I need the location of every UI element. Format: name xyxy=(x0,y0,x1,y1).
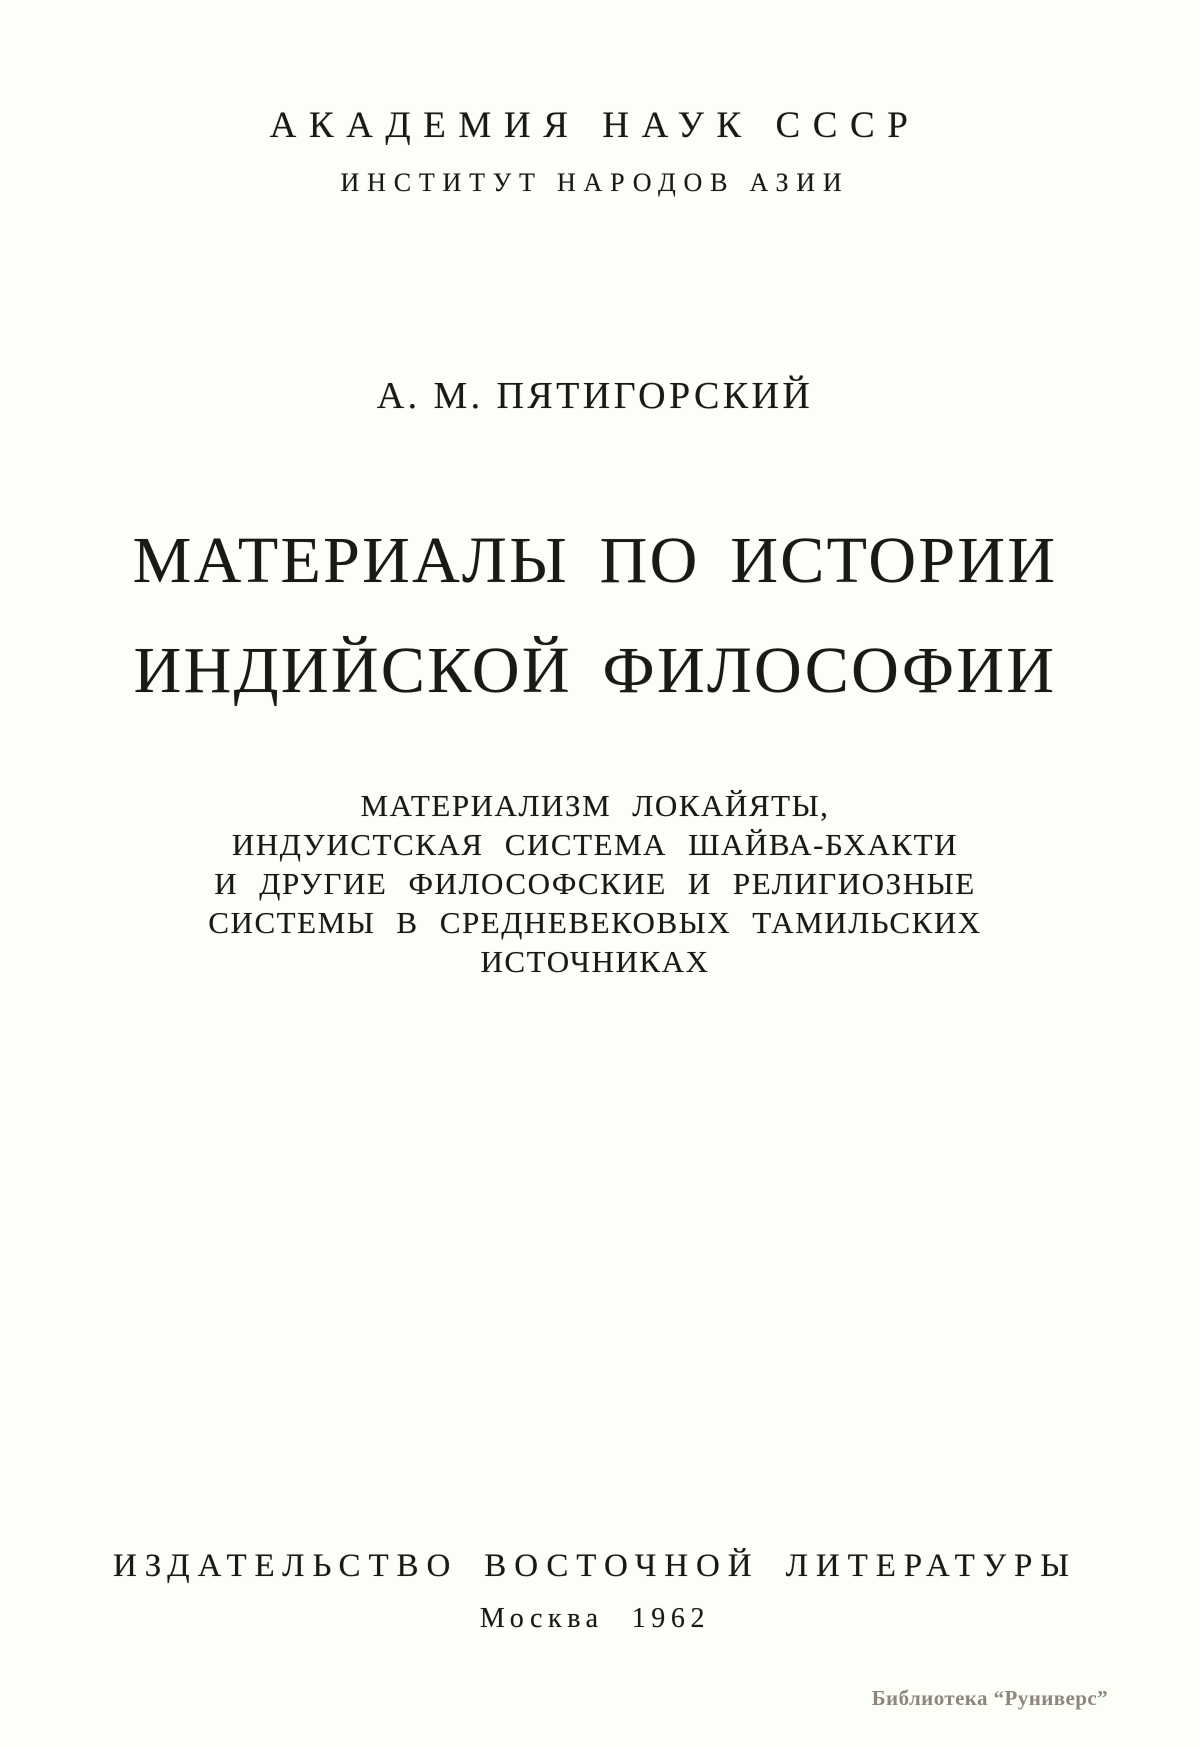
subtitle-line-3: И ДРУГИЕ ФИЛОСОФСКИЕ И РЕЛИГИОЗНЫЕ xyxy=(214,866,976,901)
book-title-line-1: МАТЕРИАЛЫ ПО ИСТОРИИ xyxy=(132,524,1058,597)
book-subtitle xyxy=(0,786,1190,981)
city-and-year: Москва 1962 xyxy=(479,1603,711,1634)
author-name: А. М. ПЯТИГОРСКИЙ xyxy=(376,375,814,417)
subtitle-line-1: МАТЕРИАЛИЗМ ЛОКАЙЯТЫ, xyxy=(360,788,830,823)
library-watermark: Библиотека “Руниверс” xyxy=(871,1686,1108,1710)
book-title xyxy=(0,506,1190,726)
book-title-line-2: ИНДИЙСКОЙ ФИЛОСОФИИ xyxy=(133,634,1057,707)
institute-name: ИНСТИТУТ НАРОДОВ АЗИИ xyxy=(340,168,850,197)
organization-name: АКАДЕМИЯ НАУК СССР xyxy=(269,105,921,146)
subtitle-line-2: ИНДУИСТСКАЯ СИСТЕМА ШАЙВА-БХАКТИ xyxy=(231,827,959,862)
subtitle-line-5: ИСТОЧНИКАХ xyxy=(480,944,710,979)
subtitle-line-4: СИСТЕМЫ В СРЕДНЕВЕКОВЫХ ТАМИЛЬСКИХ xyxy=(208,905,982,940)
publisher-name: ИЗДАТЕЛЬСТВО ВОСТОЧНОЙ ЛИТЕРАТУРЫ xyxy=(112,1548,1078,1584)
